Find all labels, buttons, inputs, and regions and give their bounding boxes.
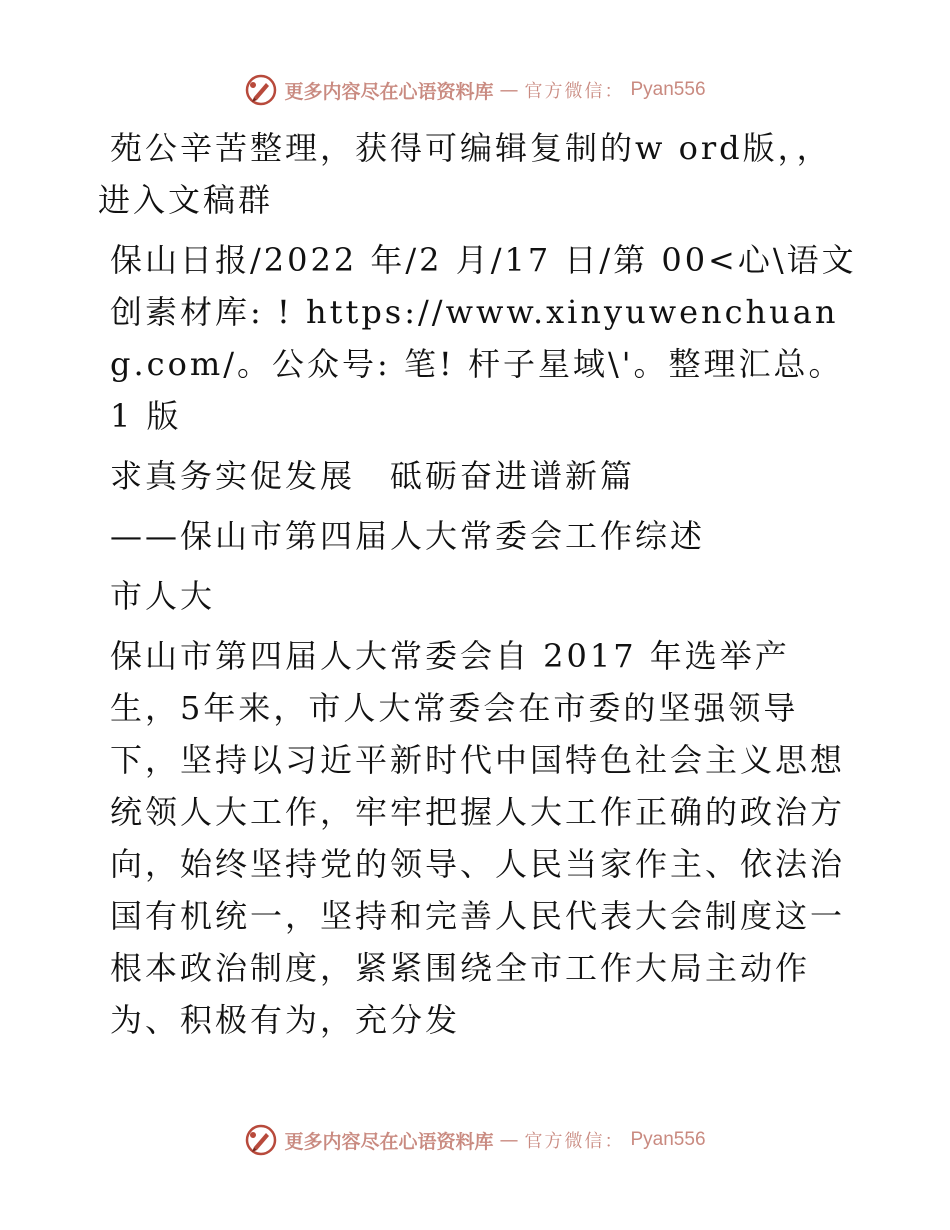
watermark-slogan: 更多内容尽在心语资料库	[284, 80, 494, 103]
intro-line-2: 进入文稿群	[98, 181, 274, 219]
source-line: 保山日报/2022 年/2 月/17 日/第 00<心\语文创素材库: ! https://www.xinyuwenchuang.com/。公众号: 笔! 杆子星域\'。整理汇总。1 版	[110, 241, 857, 435]
footer-watermark	[0, 1120, 950, 1160]
document-body	[98, 122, 858, 1054]
intro-line-1: 苑公辛苦整理，获得可编辑复制的w ord版，，	[110, 129, 832, 167]
watermark-wechat-label: 官方微信：	[524, 1131, 625, 1152]
watermark-separator: —	[499, 79, 519, 101]
watermark-wechat-id: Pyan556	[630, 79, 706, 100]
pen-logo-icon	[244, 73, 278, 107]
header-watermark	[0, 70, 950, 110]
watermark-wechat-id: Pyan556	[630, 1129, 706, 1150]
watermark-wechat-label: 官方微信：	[524, 81, 625, 102]
watermark-slogan: 更多内容尽在心语资料库	[284, 1130, 494, 1153]
watermark-group	[244, 1123, 705, 1157]
subheadline: ——保山市第四届人大常委会工作综述	[110, 517, 706, 555]
headline: 求真务实促发展 砥砺奋进谱新篇	[110, 457, 636, 495]
watermark-group	[244, 73, 705, 107]
watermark-separator: —	[499, 1129, 519, 1151]
author-line: 市人大	[110, 577, 216, 615]
body-paragraph: 保山市第四届人大常委会自 2017 年选举产生，5年来，市人大常委会在市委的坚强领导下，坚持以习近平新时代中国特色社会主义思想统领人大工作，牢牢把握人大工作正确的政治方向，始终坚持党的领导、人民当家作主、依法治国有机统一，坚持和完善人民代表大会制度这一根本政治制度，紧紧围绕全市工作大局主动作为、积极有为，充分发	[110, 637, 846, 1039]
intro-paragraph	[98, 122, 858, 226]
pen-logo-icon	[244, 1123, 278, 1157]
